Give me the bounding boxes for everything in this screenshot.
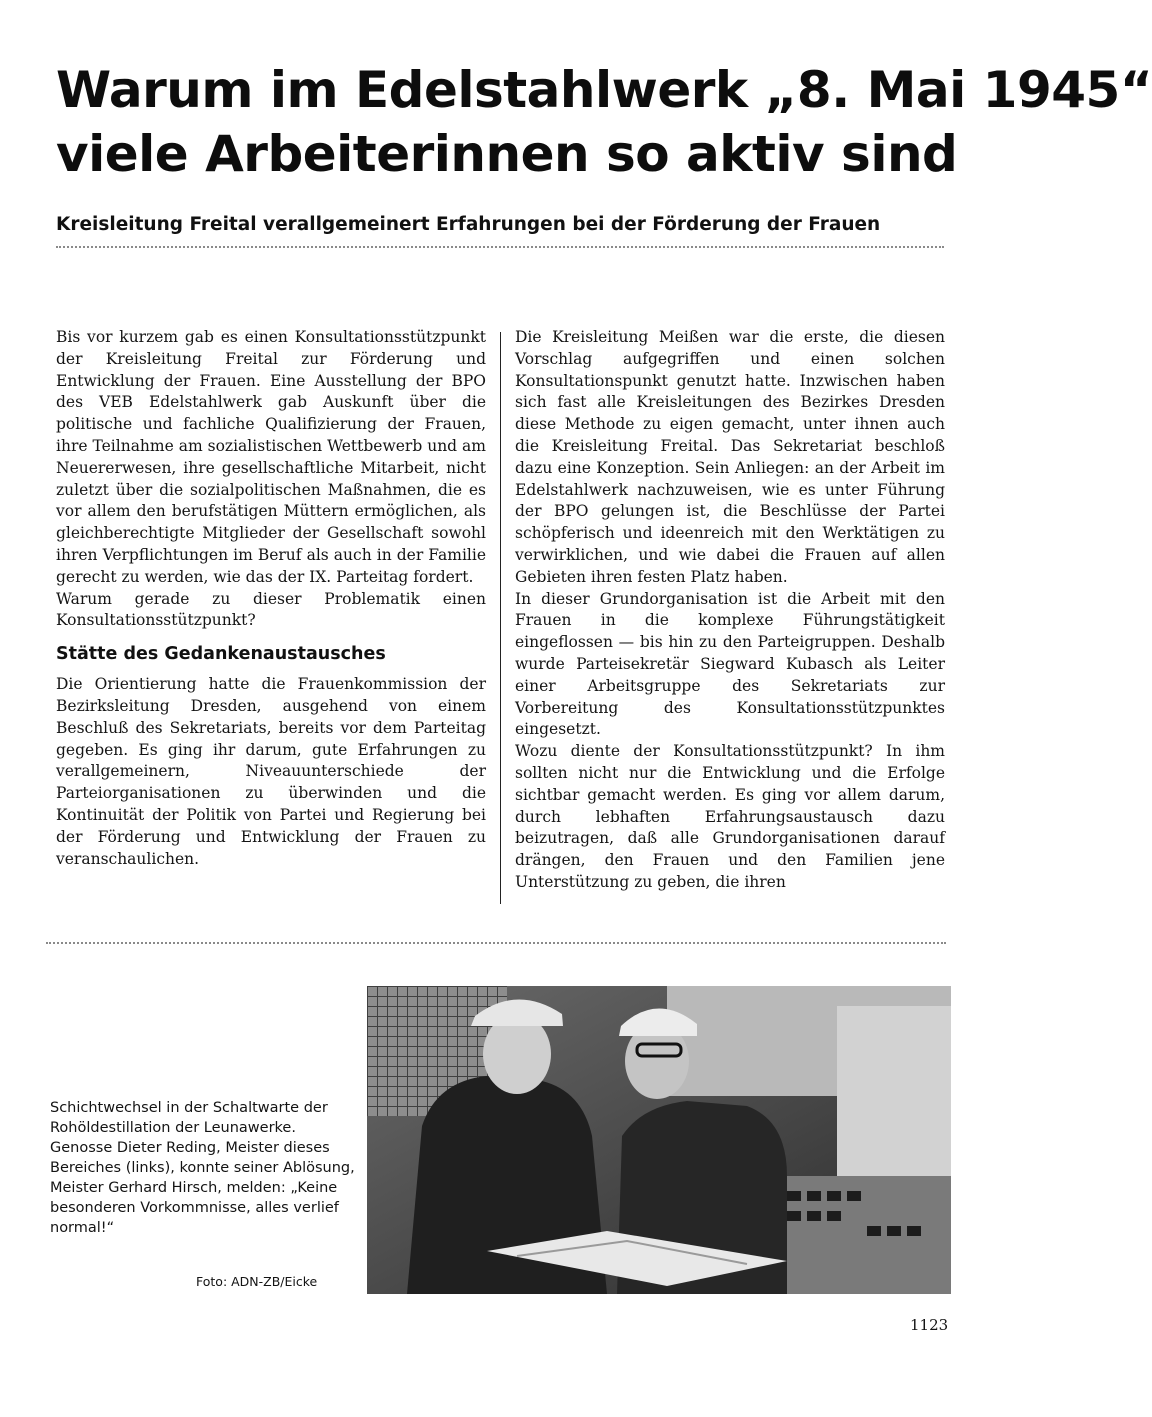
section-heading: Stätte des Gedankenaustausches	[56, 644, 386, 665]
left-paragraph-3: Die Orientierung hatte die Frauenkommission der Bezirksleitung Dresden, ausgehend von einem Beschluß des Sekretariats, bereits vor dem Parteitag gegeben. Es ging ihr darum, gute Erfahrungen zu verallgemeinern, Niveauunterschiede der Parteiorganisationen zu überwinden und die Kontinuität der Politik von Partei und Regierung bei der Förderung und Entwicklung der Frauen zu veranschaulichen.	[56, 675, 486, 868]
headline-line-2: viele Arbeiterinnen so aktiv sind	[56, 125, 958, 183]
article-subheadline: Kreisleitung Freital verallgemeinert Erfahrungen bei der Förderung der Frauen	[56, 214, 881, 235]
left-column	[56, 327, 486, 870]
right-paragraph-1: Die Kreisleitung Meißen war die erste, die diesen Vorschlag aufgegriffen und einen solchen Konsultationspunkt genutzt hatte. Inzwischen haben sich fast alle Kreisleitungen des Bezirkes Dresden diese Methode zu eigen gemacht, unter ihnen auch die Kreisleitung Freital. Das Sekretariat beschloß dazu eine Konzeption. Sein Anliegen: an der Arbeit im Edelstahlwerk nachzuweisen, wie es unter Führung der BPO gelungen ist, die Beschlüsse der Partei schöpferisch und ideenreich mit den Werktätigen zu verwirklichen, und wie dabei die Frauen auf allen Gebieten ihren festen Platz haben.	[515, 328, 945, 586]
article-photo	[367, 986, 951, 1294]
photo-credit: Foto: ADN-ZB/Eicke	[196, 1274, 318, 1289]
right-paragraph-3: Wozu diente der Konsultationsstützpunkt? In ihm sollten nicht nur die Entwicklung und die Erfolge sichtbar gemacht werden. Es ging vor allem darum, durch lebhaften Erfahrungsaustausch dazu beizutragen, daß alle Grundorganisationen darauf drängen, den Frauen und den Familien jene Unterstützung zu geben, die ihren	[515, 742, 945, 891]
photo-caption: Schichtwechsel in der Schaltwarte der Rohöldestillation der Leunawerke. Genosse Dieter Reding, Meister dieses Bereiches (links), konnte seiner Ablösung, Meister Gerhard Hirsch, melden: „Keine besonderen Vorkommnisse, alles verlief normal!“	[50, 1100, 355, 1236]
top-divider	[56, 246, 944, 248]
article-headline	[56, 58, 1152, 186]
left-paragraph-2: Warum gerade zu dieser Problematik einen Konsultationsstützpunkt?	[56, 589, 486, 630]
right-paragraph-2: In dieser Grundorganisation ist die Arbeit mit den Frauen in die komplexe Führungstätigkeit eingeflossen — bis hin zu den Parteigruppen. Deshalb wurde Parteisekretär Siegward Kubasch als Leiter einer Arbeitsgruppe des Sekretariats zur Vorbereitung des Konsultationsstützpunktes eingesetzt.	[515, 589, 945, 739]
right-column	[515, 327, 945, 894]
headline-line-1: Warum im Edelstahlwerk „8. Mai 1945“	[56, 61, 1152, 119]
middle-divider	[46, 942, 946, 944]
column-divider	[500, 332, 501, 904]
page-number: 1123	[910, 1316, 949, 1334]
left-paragraph-1: Bis vor kurzem gab es einen Konsultationsstützpunkt der Kreisleitung Freital zur Förderung und Entwicklung der Frauen. Eine Ausstellung der BPO des VEB Edelstahlwerk gab Auskunft über die politische und fachliche Qualifizierung der Frauen, ihre Teilnahme am sozialistischen Wettbewerb und am Neuererwesen, ihre gesellschaftliche Mitarbeit, nicht zuletzt über die sozialpolitischen Maßnahmen, die es vor allem den berufstätigen Müttern ermöglichen, als gleichberechtigte Mitglieder der Gesellschaft sowohl ihren Verpflichtungen im Beruf als auch in der Familie gerecht zu werden, wie das der IX. Parteitag fordert.	[56, 328, 486, 586]
